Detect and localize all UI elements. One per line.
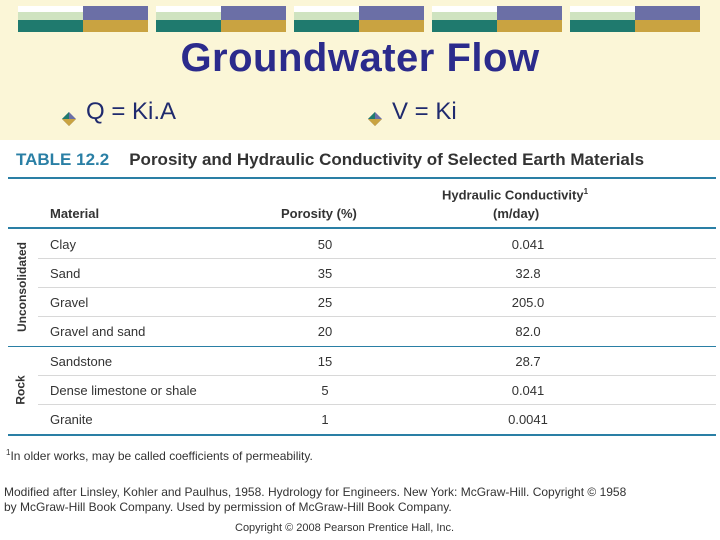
cell-hydraulic: 205.0	[511, 295, 545, 310]
cell-material: Gravel and sand	[50, 324, 146, 339]
table-row	[38, 347, 716, 376]
decorative-block	[432, 6, 562, 32]
decorative-block	[156, 6, 286, 32]
bullet-text: V = Ki	[392, 98, 457, 125]
slide-title: Groundwater Flow	[180, 36, 540, 80]
cell-hydraulic: 0.0041	[508, 412, 548, 427]
cell-porosity: 20	[317, 324, 333, 339]
header-hydraulic-sup: 1	[583, 187, 589, 196]
bullet-item	[62, 98, 176, 126]
diamond-bullet-icon	[368, 105, 382, 119]
cell-material: Gravel	[50, 295, 89, 310]
header-porosity: Porosity (%)	[281, 206, 357, 221]
table-header-rule	[8, 227, 716, 229]
header-hydraulic-units: (m/day)	[493, 206, 540, 221]
group-label-rock: Rock	[13, 375, 28, 405]
cell-hydraulic: 28.7	[515, 354, 541, 369]
table-top-rule	[8, 177, 716, 179]
table-row	[38, 317, 716, 346]
footnote-sup: 1	[6, 448, 11, 457]
decorative-banner	[18, 6, 700, 32]
cell-material: Sand	[50, 266, 81, 281]
table-title: Porosity and Hydraulic Conductivity of Selected Earth Materials	[129, 150, 645, 169]
table-bottom-rule	[8, 434, 716, 436]
cell-porosity: 25	[317, 295, 333, 310]
source-line-1: Modified after Linsley, Kohler and Paulhus, 1958. Hydrology for Engineers. New York: McGraw-Hill. Copyright © 1958	[4, 485, 627, 499]
cell-porosity: 50	[317, 237, 333, 252]
cell-porosity: 15	[317, 354, 333, 369]
table-row	[38, 259, 716, 288]
cell-hydraulic: 0.041	[511, 383, 545, 398]
table-row	[38, 405, 716, 434]
cell-porosity: 35	[317, 266, 333, 281]
bullet-text: Q = Ki.A	[86, 98, 177, 125]
table-row	[38, 288, 716, 317]
cell-hydraulic: 0.041	[511, 237, 545, 252]
cell-hydraulic: 82.0	[515, 324, 541, 339]
diamond-bullet-icon	[62, 105, 76, 119]
copyright-text: Copyright © 2008 Pearson Prentice Hall, Inc.	[235, 522, 455, 534]
table-footnote	[6, 448, 313, 463]
decorative-block	[570, 6, 700, 32]
decorative-block	[18, 6, 148, 32]
source-line-2: by McGraw-Hill Book Company. Used by permission of McGraw-Hill Book Company.	[4, 500, 452, 514]
table-number: TABLE 12.2	[16, 150, 110, 169]
table-row	[38, 230, 716, 259]
header-hydraulic	[442, 187, 588, 202]
bullet-item	[368, 98, 457, 126]
table-caption	[16, 150, 644, 170]
decorative-block	[294, 6, 424, 32]
header-material: Material	[50, 206, 100, 221]
cell-hydraulic: 32.8	[515, 266, 541, 281]
cell-material: Clay	[50, 237, 77, 252]
table-figure	[0, 140, 720, 540]
cell-material: Sandstone	[50, 354, 113, 369]
cell-porosity: 1	[321, 412, 329, 427]
group-label-unconsolidated: Unconsolidated	[15, 241, 30, 333]
table-row	[38, 376, 716, 405]
cell-porosity: 5	[321, 383, 329, 398]
slide-header	[0, 0, 720, 140]
cell-material: Granite	[50, 412, 93, 427]
header-hydraulic-line1: Hydraulic Conductivity	[442, 187, 584, 203]
footnote-text: In older works, may be called coefficients of permeability.	[10, 449, 313, 463]
cell-material: Dense limestone or shale	[50, 383, 197, 398]
